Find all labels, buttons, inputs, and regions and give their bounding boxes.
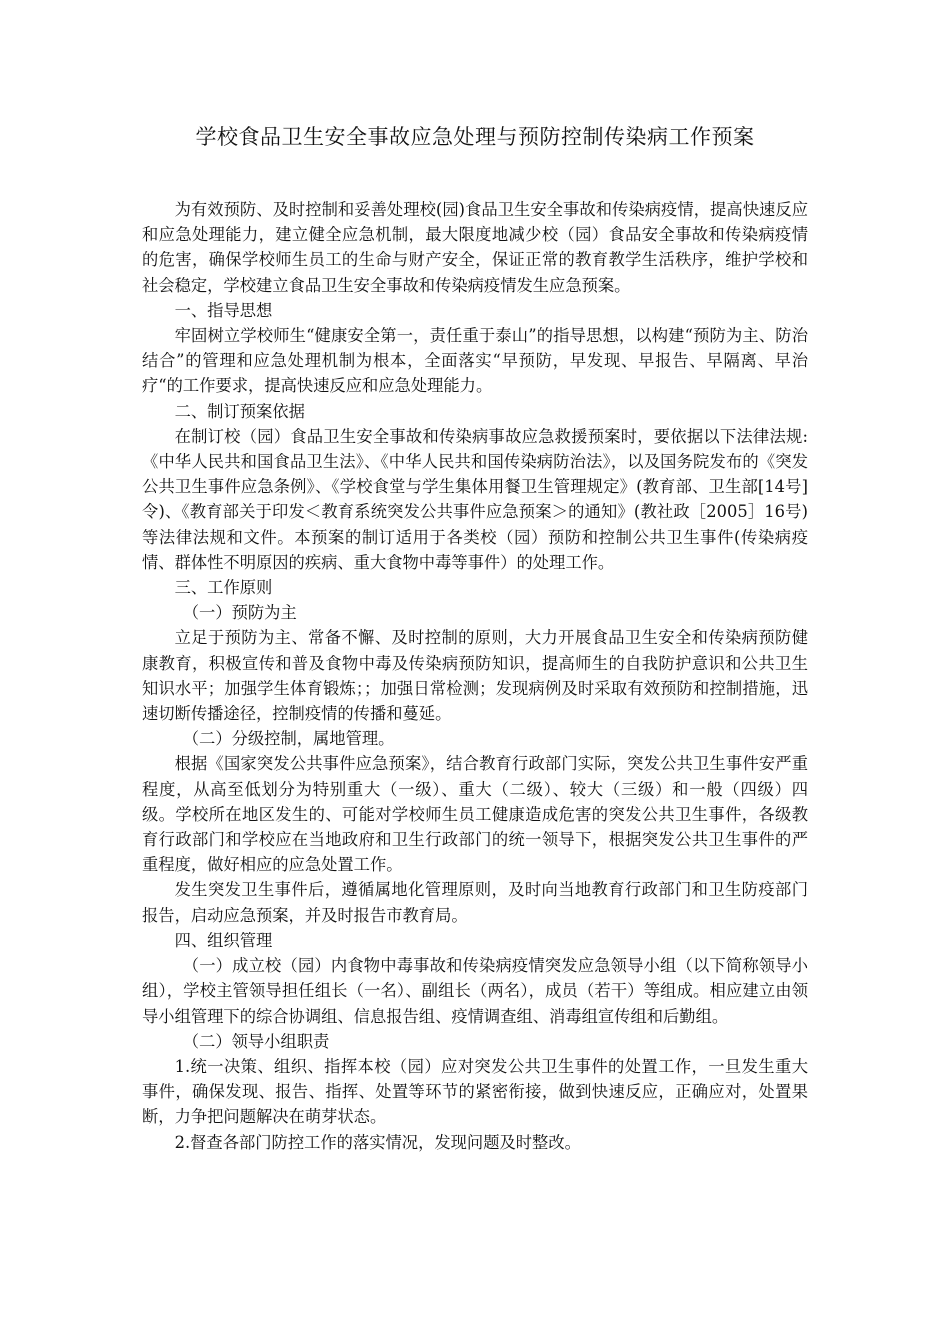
document-title: 学校食品卫生安全事故应急处理与预防控制传染病工作预案 (195, 125, 755, 149)
heading-organization: 四、组织管理 (174, 930, 273, 950)
document-body (142, 197, 808, 1155)
heading-guiding-ideology: 一、指导思想 (174, 300, 273, 320)
heading-basis: 二、制订预案依据 (174, 401, 305, 421)
paragraph-leading-group: （一）成立校（园）内食物中毒事故和传染病疫情突发应急领导小组（以下简称领导小组），学校主管领导担任组长（一名）、副组长（两名），成员（若干）等组成。相应建立由领导小组管理下的综合协调组、信息报告组、疫情调查组、消毒组宣传组和后勤组。 (142, 956, 808, 1026)
paragraph-graded-control: 根据《国家突发公共事件应急预案》，结合教育行政部门实际，突发公共卫生事件安严重程度，从高至低划分为特别重大（一级）、重大（二级）、较大（三级）和一般（四级）四级。学校所在地区发生的、可能对学校师生员工健康造成危害的突发公共卫生事件，各级教育行政部门和学校应在当地政府和卫生行政部门的统一领导下，根据突发公共卫生事件的严重程度，做好相应的应急处置工作。 (142, 754, 808, 875)
subheading-group-duties: （二）领导小组职责 (182, 1031, 330, 1051)
paragraph-basis: 在制订校（园）食品卫生安全事故和传染病事故应急救援预案时，要依据以下法律法规:《中华人民共和国食品卫生法》、《中华人民共和国传染病防治法》，以及国务院发布的《突发公共卫生事件应急条例》、《学校食堂与学生集体用餐卫生管理规定》(教育部、卫生部[14号]令)、《教育部关于印发＜教育系统突发公共事件应急预案＞的通知》(教社政［2005］16号)等法律法规和文件。本预案的制订适用于各类校（园）预防和控制公共卫生事件(传染病疫情、群体性不明原因的疾病、重大食物中毒等事件）的处理工作。 (142, 426, 808, 572)
paragraph-duty-2: 2.督查各部门防控工作的落实情况，发现问题及时整改。 (174, 1132, 581, 1152)
subheading-graded-control: （二）分级控制，属地管理。 (182, 729, 395, 749)
paragraph-reporting: 发生突发卫生事件后，遵循属地化管理原则，及时向当地教育行政部门和卫生防疫部门报告，启动应急预案，并及时报告市教育局。 (142, 880, 808, 925)
subheading-prevention: （一）预防为主 (182, 603, 297, 623)
paragraph-guiding-ideology: 牢固树立学校师生“健康安全第一，责任重于泰山”的指导思想，以构建“预防为主、防治结合”的管理和应急处理机制为根本，全面落实“早预防，早发现、早报告、早隔离、早治疗“的工作要求，提高快速反应和应急处理能力。 (142, 326, 808, 396)
paragraph-intro: 为有效预防、及时控制和妥善处理校(园)食品卫生安全事故和传染病疫情，提高快速反应和应急处理能力，建立健全应急机制，最大限度地减少校（园）食品安全事故和传染病疫情的危害，确保学校师生员工的生命与财产安全，保证正常的教育教学生活秩序，维护学校和社会稳定，学校建立食品卫生安全事故和传染病疫情发生应急预案。 (142, 200, 808, 295)
paragraph-prevention: 立足于预防为主、常备不懈、及时控制的原则，大力开展食品卫生安全和传染病预防健康教育，积极宣传和普及食物中毒及传染病预防知识，提高师生的自我防护意识和公共卫生知识水平；加强学生体育锻炼；；加强日常检测；发现病例及时采取有效预防和控制措施，迅速切断传播途径，控制疫情的传播和蔓延。 (142, 628, 808, 724)
heading-principles: 三、工作原则 (174, 578, 273, 598)
paragraph-duty-1: 1.统一决策、组织、指挥本校（园）应对突发公共卫生事件的处置工作，一旦发生重大事件，确保发现、报告、指挥、处置等环节的紧密衔接，做到快速反应，正确应对，处置果断，力争把问题解决在萌芽状态。 (142, 1056, 808, 1127)
